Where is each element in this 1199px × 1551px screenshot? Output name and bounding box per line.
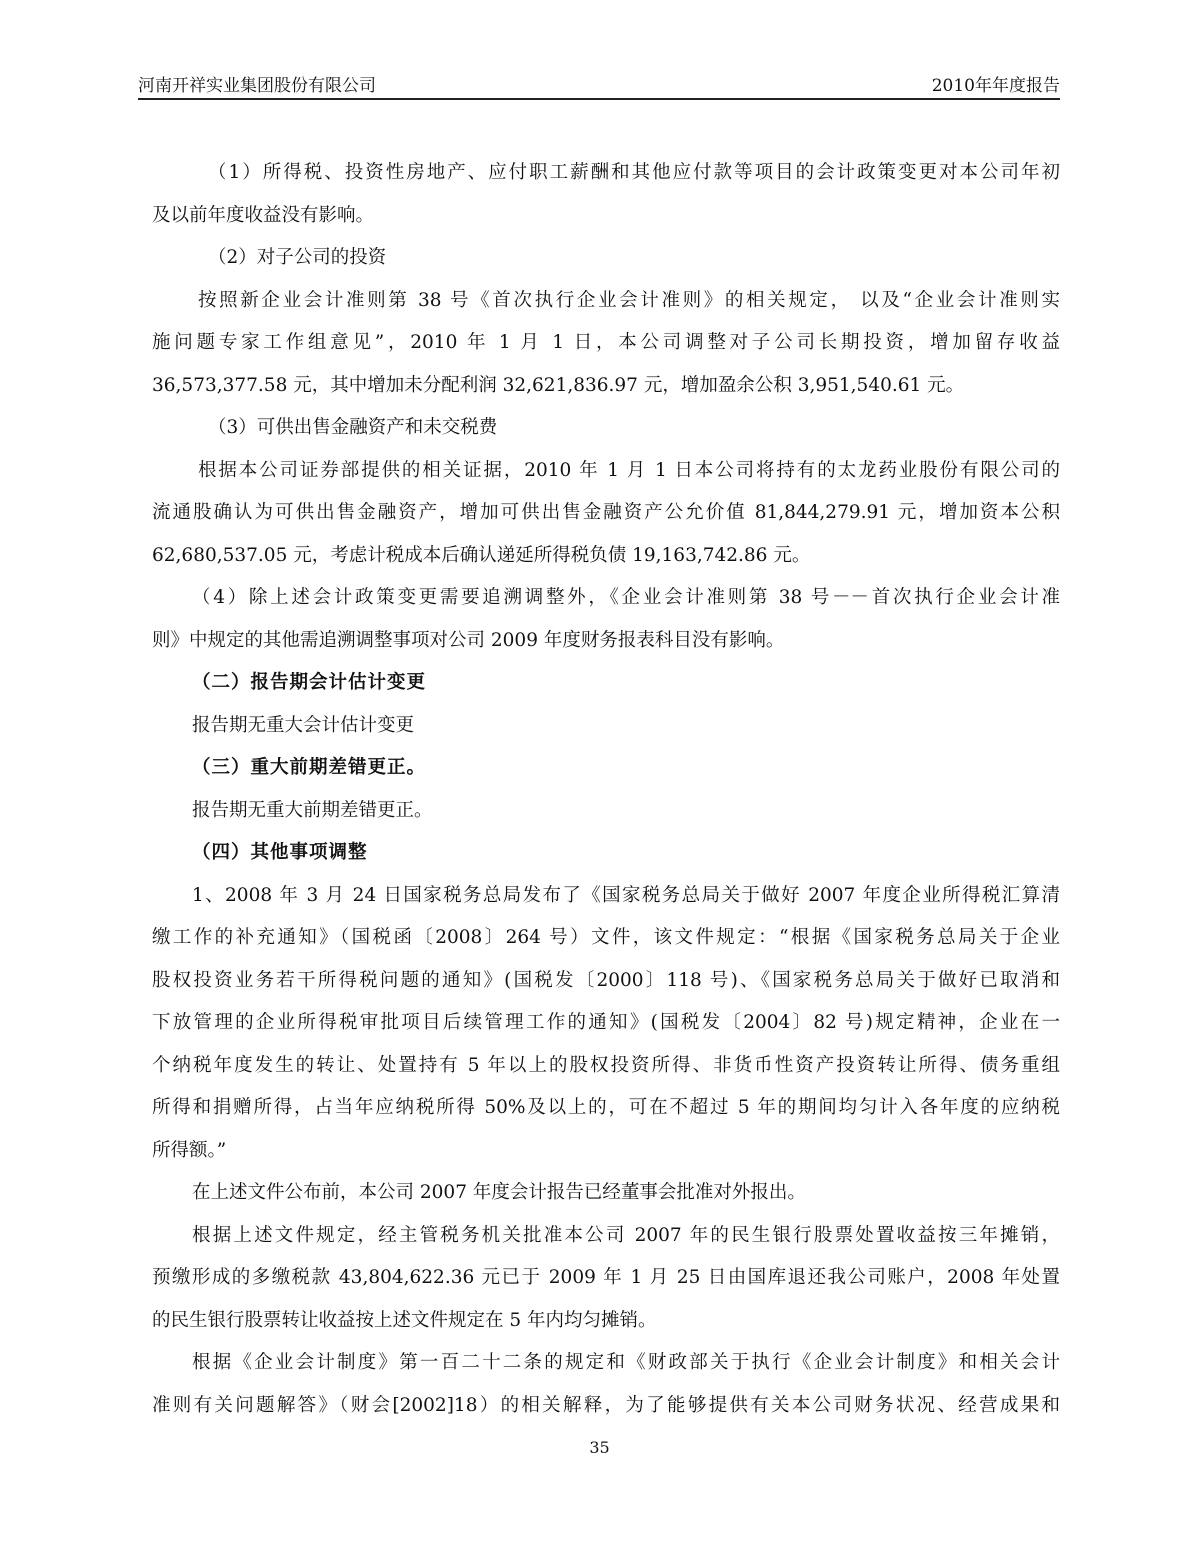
section-heading: （二）报告期会计估计变更 [192, 672, 427, 693]
document-body [152, 152, 1060, 1427]
paragraph-line: 报告期无重大前期差错更正。 [192, 799, 433, 821]
paragraph-line: 的民生银行股票转让收益按上述文件规定在 5 年内均匀摊销。 [152, 1309, 657, 1331]
paragraph-line: 流通股确认为可供出售金融资产，增加可供出售金融资产公允价值 81,844,279.91 元，增加资本公积 [152, 502, 1060, 523]
paragraph-line: 62,680,537.05 元，考虑计税成本后确认递延所得税负债 19,163,742.86 元。 [152, 544, 811, 566]
paragraph-line: 报告期无重大会计估计变更 [192, 714, 415, 736]
paragraph-line: 缴工作的补充通知》（国税函〔2008〕264 号）文件，该文件规定：“根据《国家税务总局关于企业 [152, 927, 1060, 948]
section-heading: （四）其他事项调整 [192, 842, 368, 863]
paragraph-line: （1）所得税、投资性房地产、应付职工薪酬和其他应付款等项目的会计政策变更对本公司年初 [208, 162, 1060, 183]
paragraph-line: 根据《企业会计制度》第一百二十二条的规定和《财政部关于执行《企业会计制度》和相关会计 [192, 1352, 1060, 1373]
paragraph-line: 根据本公司证券部提供的相关证据，2010 年 1 月 1 日本公司将持有的太龙药业股份有限公司的 [198, 459, 1060, 481]
page-header [138, 74, 1060, 98]
section-heading: （三）重大前期差错更正。 [192, 757, 427, 778]
header-divider [138, 98, 1060, 100]
paragraph-line: 股权投资业务若干所得税问题的通知》(国税发〔2000〕118 号)、《国家税务总局关于做好已取消和 [152, 969, 1060, 991]
paragraph-line: 在上述文件公布前，本公司 2007 年度会计报告已经董事会批准对外报出。 [192, 1182, 806, 1203]
paragraph-line: 预缴形成的多缴税款 43,804,622.36 元已于 2009 年 1 月 25 日由国库退还我公司账户，2008 年处置 [152, 1267, 1060, 1288]
paragraph-line: 按照新企业会计准则第 38 号《首次执行企业会计准则》的相关规定， 以及“企业会计准则实 [198, 289, 1060, 311]
paragraph-line: （2）对子公司的投资 [208, 247, 387, 268]
paragraph-line: 1、2008 年 3 月 24 日国家税务总局发布了《国家税务总局关于做好 2007 年度企业所得税汇算清 [192, 884, 1060, 906]
paragraph-line: 及以前年度收益没有影响。 [152, 204, 375, 226]
paragraph-line: 则》中规定的其他需追溯调整事项对公司 2009 年度财务报表科目没有影响。 [152, 629, 785, 651]
paragraph-line: 36,573,377.58 元，其中增加未分配利润 32,621,836.97 元，增加盈余公积 3,951,540.61 元。 [152, 374, 965, 396]
paragraph-line: 下放管理的企业所得税审批项目后续管理工作的通知》(国税发〔2004〕82 号)规定精神，企业在一 [152, 1012, 1060, 1033]
paragraph-line: 所得额。” [152, 1139, 227, 1161]
paragraph-line: （4）除上述会计政策变更需要追溯调整外，《企业会计准则第 38 号－－首次执行企业会计准 [192, 587, 1060, 608]
paragraph-line: 个纳税年度发生的转让、处置持有 5 年以上的股权投资所得、非货币性资产投资转让所得、债务重组 [152, 1054, 1060, 1076]
paragraph-line: 所得和捐赠所得，占当年应纳税所得 50%及以上的，可在不超过 5 年的期间均匀计入各年度的应纳税 [152, 1097, 1060, 1118]
header-report-title: 2010年年度报告 [931, 76, 1060, 96]
paragraph-line: （3）可供出售金融资产和未交税费 [208, 417, 498, 438]
paragraph-line: 施问题专家工作组意见”，2010 年 1 月 1 日，本公司调整对子公司长期投资，增加留存收益 [152, 332, 1060, 353]
paragraph-line: 根据上述文件规定，经主管税务机关批准本公司 2007 年的民生银行股票处置收益按三年摊销， [192, 1224, 1060, 1246]
header-company-name: 河南开祥实业集团股份有限公司 [138, 76, 376, 96]
paragraph-line: 准则有关问题解答》（财会[2002]18）的相关解释，为了能够提供有关本公司财务状况、经营成果和 [152, 1394, 1060, 1416]
page-number: 35 [589, 1438, 610, 1457]
